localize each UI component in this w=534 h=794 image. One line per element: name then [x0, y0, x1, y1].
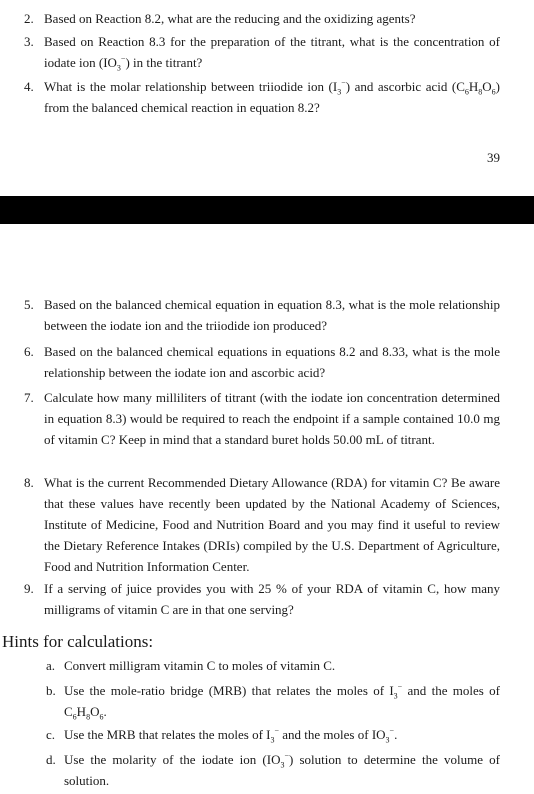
question-number: 7.: [24, 390, 34, 405]
question-number: 4.: [24, 79, 34, 94]
page-divider: [0, 196, 534, 224]
question-text: Based on Reaction 8.2, what are the reducing and the oxidizing agents?: [44, 11, 416, 26]
question-text: If a serving of juice provides you with 25 % of your RDA of vitamin C, how many milligrams of vitamin C are in that one serving?: [44, 581, 500, 617]
hint-text: Convert milligram vitamin C to moles of vitamin C.: [64, 658, 336, 673]
question-text: Calculate how many milliliters of titrant (with the iodate ion concentration determined in equation 8.3) would be required to reach the endpoint if a sample contained 10.0 mg of vitamin C? Keep in mind that a standard buret holds 50.00 mL of titrant.: [44, 390, 500, 447]
hints-title: Hints for calculations:: [2, 632, 154, 651]
question-number: 3.: [24, 34, 34, 49]
page-top: [0, 0, 534, 194]
hint-text: Use the MRB that relates the moles of $I_3^-$ and the moles of $IO_3^-$.: [64, 726, 398, 745]
hint-letter: d.: [46, 752, 56, 767]
question-text: What is the current Recommended Dietary Allowance (RDA) for vitamin C? Be aware that these values have recently been updated by the National Academy of Sciences, Institute of Medicine, Food and Nutrition Board and you may find it useful to review the Dietary Reference Intakes (DRIs) compiled by the U.S. Department of Agriculture, Food and Nutrition Information Center.: [44, 475, 500, 574]
hint-text: Use the molarity of the iodate ion $(IO_3^-)$ solution to determine the volume of solution.: [64, 751, 501, 788]
question-text: What is the molar relationship between triiodide ion $(I_3^-)$ and ascorbic acid $(C_6H_8O_6)$ from the balanced chemical reaction in equation 8.2?: [44, 78, 501, 115]
hint-letter: a.: [46, 658, 56, 673]
page-number: 39: [487, 150, 500, 165]
question-text: Based on the balanced chemical equations in equations 8.2 and 8.33, what is the mole relationship between the iodate ion and ascorbic acid?: [44, 344, 500, 380]
question-number: 5.: [24, 297, 34, 312]
hint-text: Use the mole-ratio bridge (MRB) that relates the moles of $I_3^-$ and the moles of $C_6H_8O_6$.: [64, 682, 500, 722]
question-text: Based on Reaction 8.3 for the preparation of the titrant, what is the concentration of iodate ion $(IO_3^-)$ in the titrant?: [44, 34, 500, 73]
question-number: 2.: [24, 11, 34, 26]
question-number: 9.: [24, 581, 34, 596]
question-text: Based on the balanced chemical equation in equation 8.3, what is the mole relationship between the iodate ion and the triiodide ion produced?: [44, 297, 500, 333]
question-number: 8.: [24, 475, 34, 490]
question-number: 6.: [24, 344, 34, 359]
hint-letter: b.: [46, 683, 56, 698]
hint-letter: c.: [46, 727, 56, 742]
